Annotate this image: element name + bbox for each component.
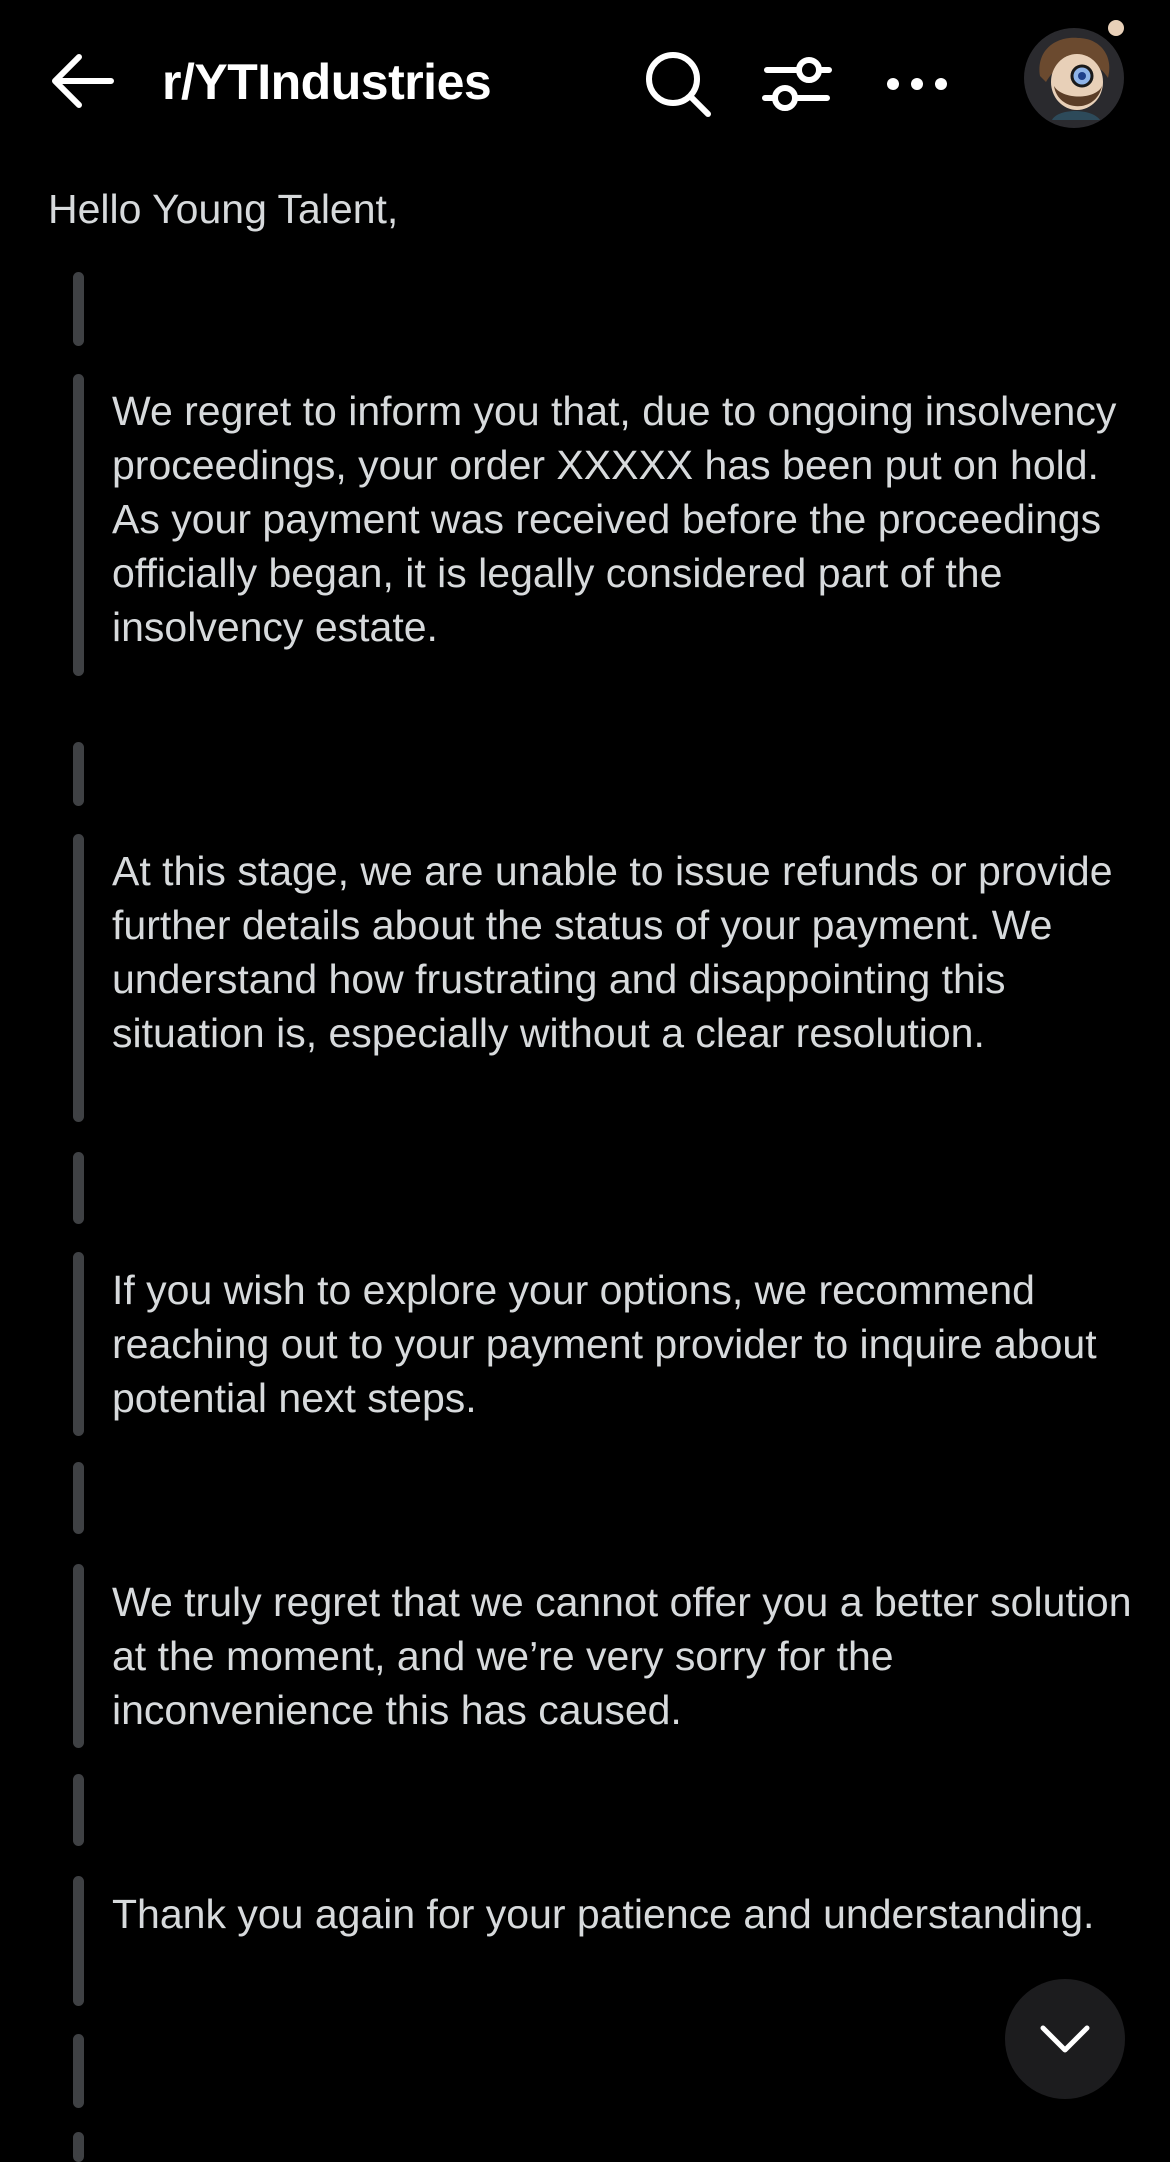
quote-bar — [73, 1774, 84, 1846]
quote-bar — [73, 272, 84, 346]
quote-bar — [73, 1876, 84, 2006]
scroll-down-button[interactable] — [1005, 1979, 1125, 2099]
quote-bar — [73, 1564, 84, 1748]
greeting-text: Hello Young Talent, — [48, 186, 399, 232]
more-options-button[interactable] — [877, 44, 957, 124]
back-button[interactable] — [44, 46, 120, 116]
quote-bar — [73, 1462, 84, 1534]
quote-bar — [73, 2132, 84, 2162]
chevron-down-icon — [1039, 2024, 1091, 2054]
more-icon — [885, 74, 949, 94]
paragraph-5: Thank you again for your patience and understanding. — [112, 1891, 1095, 1937]
search-icon — [642, 48, 714, 120]
back-arrow-icon — [47, 51, 117, 111]
top-bar — [0, 0, 1170, 160]
avatar[interactable] — [1024, 28, 1124, 128]
quote-bar — [73, 2034, 84, 2108]
quote-bar — [73, 374, 84, 676]
paragraph-3: If you wish to explore your options, we recommend reaching out to your payment provider to inquire about potential next steps. — [112, 1267, 1097, 1421]
paragraph-2: At this stage, we are unable to issue refunds or provide further details about the status of your payment. We understand how frustrating and disappointing this situation is, especially without a clear resolution. — [112, 848, 1113, 1056]
quote-bar — [73, 1252, 84, 1436]
filter-icon — [761, 48, 833, 120]
subreddit-title[interactable]: r/YTIndustries — [162, 54, 492, 110]
paragraph-1: We regret to inform you that, due to ongoing insolvency proceedings, your order XXXXX has been put on hold. As your payment was received before the proceedings officially began, it is legally considered part of the insolvency estate. — [112, 388, 1117, 650]
avatar-image — [1022, 16, 1132, 126]
filter-button[interactable] — [757, 44, 837, 124]
paragraph-4: We truly regret that we cannot offer you a better solution at the moment, and we’re very sorry for the inconvenience this has caused. — [112, 1579, 1132, 1733]
quote-bar — [73, 834, 84, 1122]
quote-bar — [73, 1152, 84, 1224]
search-button[interactable] — [638, 44, 718, 124]
quote-bar — [73, 742, 84, 806]
